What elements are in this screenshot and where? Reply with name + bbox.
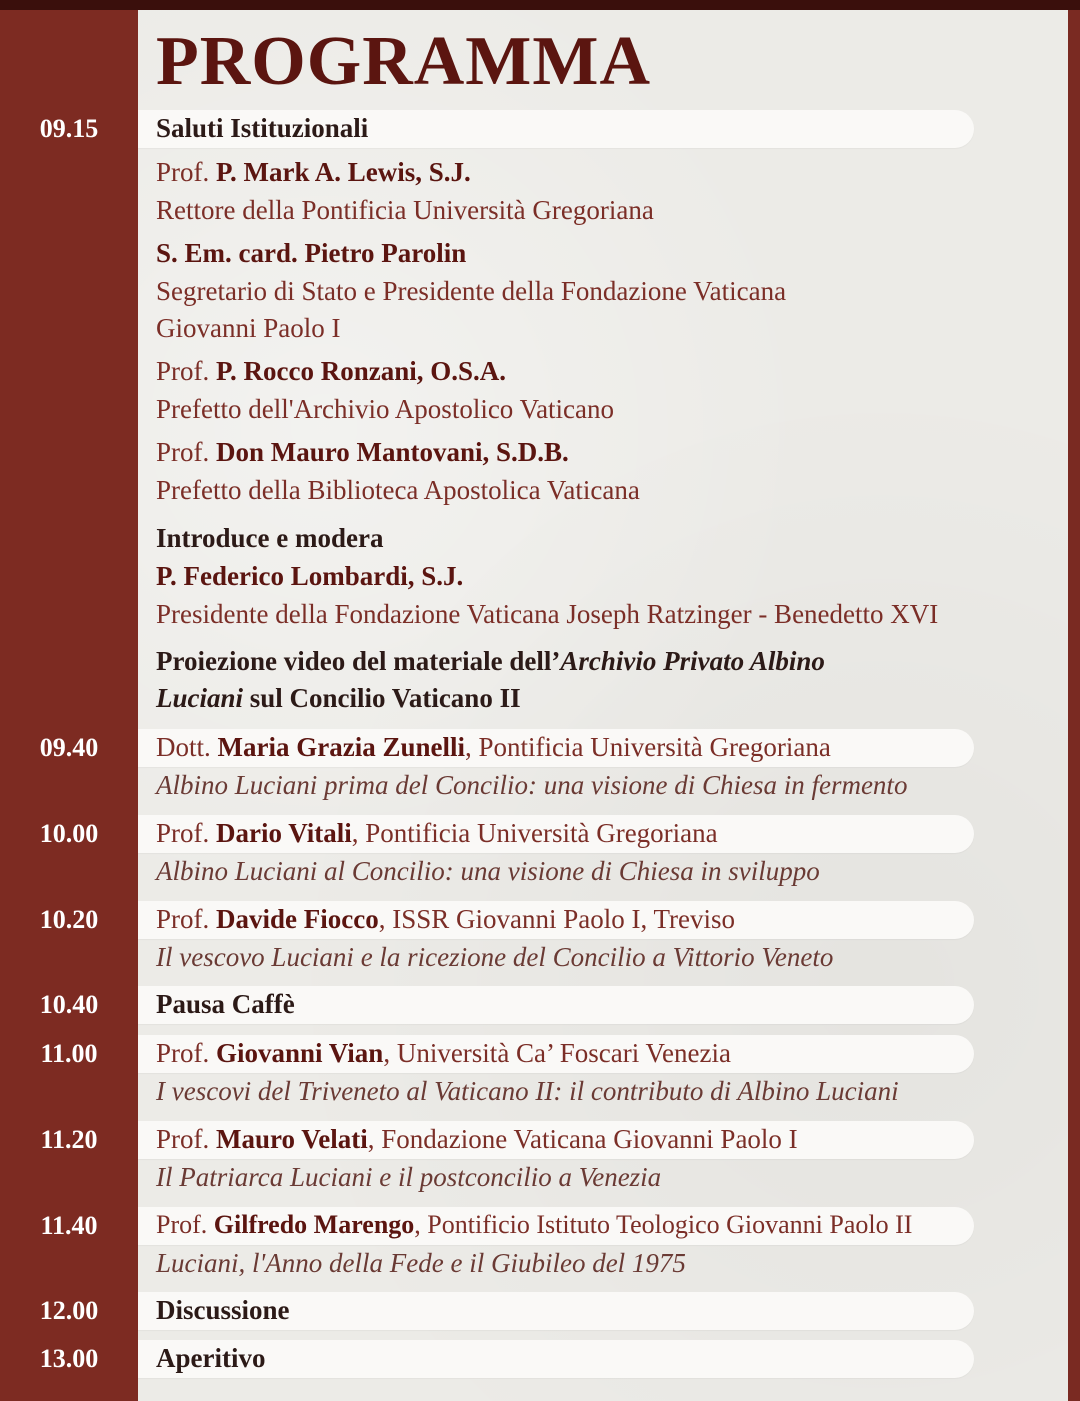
time-column: [0, 10, 140, 1401]
page-title: PROGRAMMA: [156, 23, 652, 100]
top-border: [0, 0, 1080, 10]
speaker-role: Rettore della Pontificia Università Gregoriana: [156, 195, 654, 225]
speaker-line: [156, 436, 1056, 468]
speaker-prefix: Prof.: [156, 437, 210, 467]
time-label: 13.00: [39, 1344, 99, 1373]
time-label: 10.40: [39, 990, 99, 1019]
video-line-1: Proiezione video del materiale dell’Archivio Privato Albino: [156, 646, 825, 676]
speaker-prefix: Prof.: [156, 157, 210, 187]
break-label: Pausa Caffè: [156, 989, 295, 1019]
talk-speaker: Prof. Gilfredo Marengo, Pontificio Istituto Teologico Giovanni Paolo II: [156, 1210, 913, 1239]
speaker-name: P. Federico Lombardi, S.J.: [156, 561, 464, 591]
video-line-2: Luciani sul Concilio Vaticano II: [156, 683, 521, 713]
speaker-line: [156, 156, 1056, 188]
talk-title: I vescovi del Triveneto al Vaticano II: il contributo di Albino Luciani: [156, 1076, 899, 1106]
moderator-heading: Introduce e modera: [156, 523, 384, 553]
speaker-line: [156, 355, 1056, 387]
time-label: 09.15: [39, 114, 99, 143]
speaker-name: P. Rocco Ronzani, O.S.A.: [216, 356, 507, 386]
speaker-role: Prefetto dell'Archivio Apostolico Vaticano: [156, 394, 615, 424]
speaker-role: Presidente della Fondazione Vaticana Joseph Ratzinger - Benedetto XVI: [156, 599, 939, 629]
talk-title: Il vescovo Luciani e la ricezione del Concilio a Vittorio Veneto: [156, 942, 834, 972]
speaker-name: Don Mauro Mantovani, S.D.B.: [216, 437, 569, 467]
time-label: 09.40: [39, 733, 99, 762]
talk-speaker: Prof. Dario Vitali, Pontificia Università Gregoriana: [156, 818, 718, 848]
time-label: 11.40: [40, 1211, 98, 1240]
time-label: 10.20: [39, 905, 99, 934]
break-label: Aperitivo: [156, 1343, 266, 1373]
time-label: 11.00: [40, 1039, 98, 1068]
time-label: 11.20: [40, 1125, 98, 1154]
talk-speaker: Prof. Mauro Velati, Fondazione Vaticana Giovanni Paolo I: [156, 1124, 798, 1154]
speaker-name: P. Mark A. Lewis, S.J.: [216, 157, 471, 187]
time-label: 10.00: [39, 819, 99, 848]
speaker-name: S. Em. card. Pietro Parolin: [156, 238, 467, 268]
speaker-role: Giovanni Paolo I: [156, 313, 341, 343]
section-heading: Saluti Istituzionali: [156, 113, 369, 143]
speaker-role: Prefetto della Biblioteca Apostolica Vaticana: [156, 475, 640, 505]
talk-title: Albino Luciani al Concilio: una visione di Chiesa in sviluppo: [156, 856, 820, 886]
right-border: [1068, 10, 1080, 1401]
moderator-line: [156, 560, 1056, 592]
talk-speaker: Prof. Davide Fiocco, ISSR Giovanni Paolo I, Treviso: [156, 904, 736, 934]
speaker-prefix: Prof.: [156, 356, 210, 386]
talk-title: Luciani, l'Anno della Fede e il Giubileo del 1975: [156, 1248, 686, 1278]
talk-title: Il Patriarca Luciani e il postconcilio a Venezia: [156, 1162, 662, 1192]
speaker-line: [156, 237, 1056, 269]
speaker-role: Segretario di Stato e Presidente della Fondazione Vaticana: [156, 276, 787, 306]
talk-speaker: Prof. Giovanni Vian, Università Ca’ Foscari Venezia: [156, 1038, 731, 1068]
talk-title: Albino Luciani prima del Concilio: una visione di Chiesa in fermento: [156, 770, 908, 800]
talk-speaker: Dott. Maria Grazia Zunelli, Pontificia Università Gregoriana: [156, 732, 831, 762]
time-label: 12.00: [39, 1296, 99, 1325]
break-label: Discussione: [156, 1295, 290, 1325]
